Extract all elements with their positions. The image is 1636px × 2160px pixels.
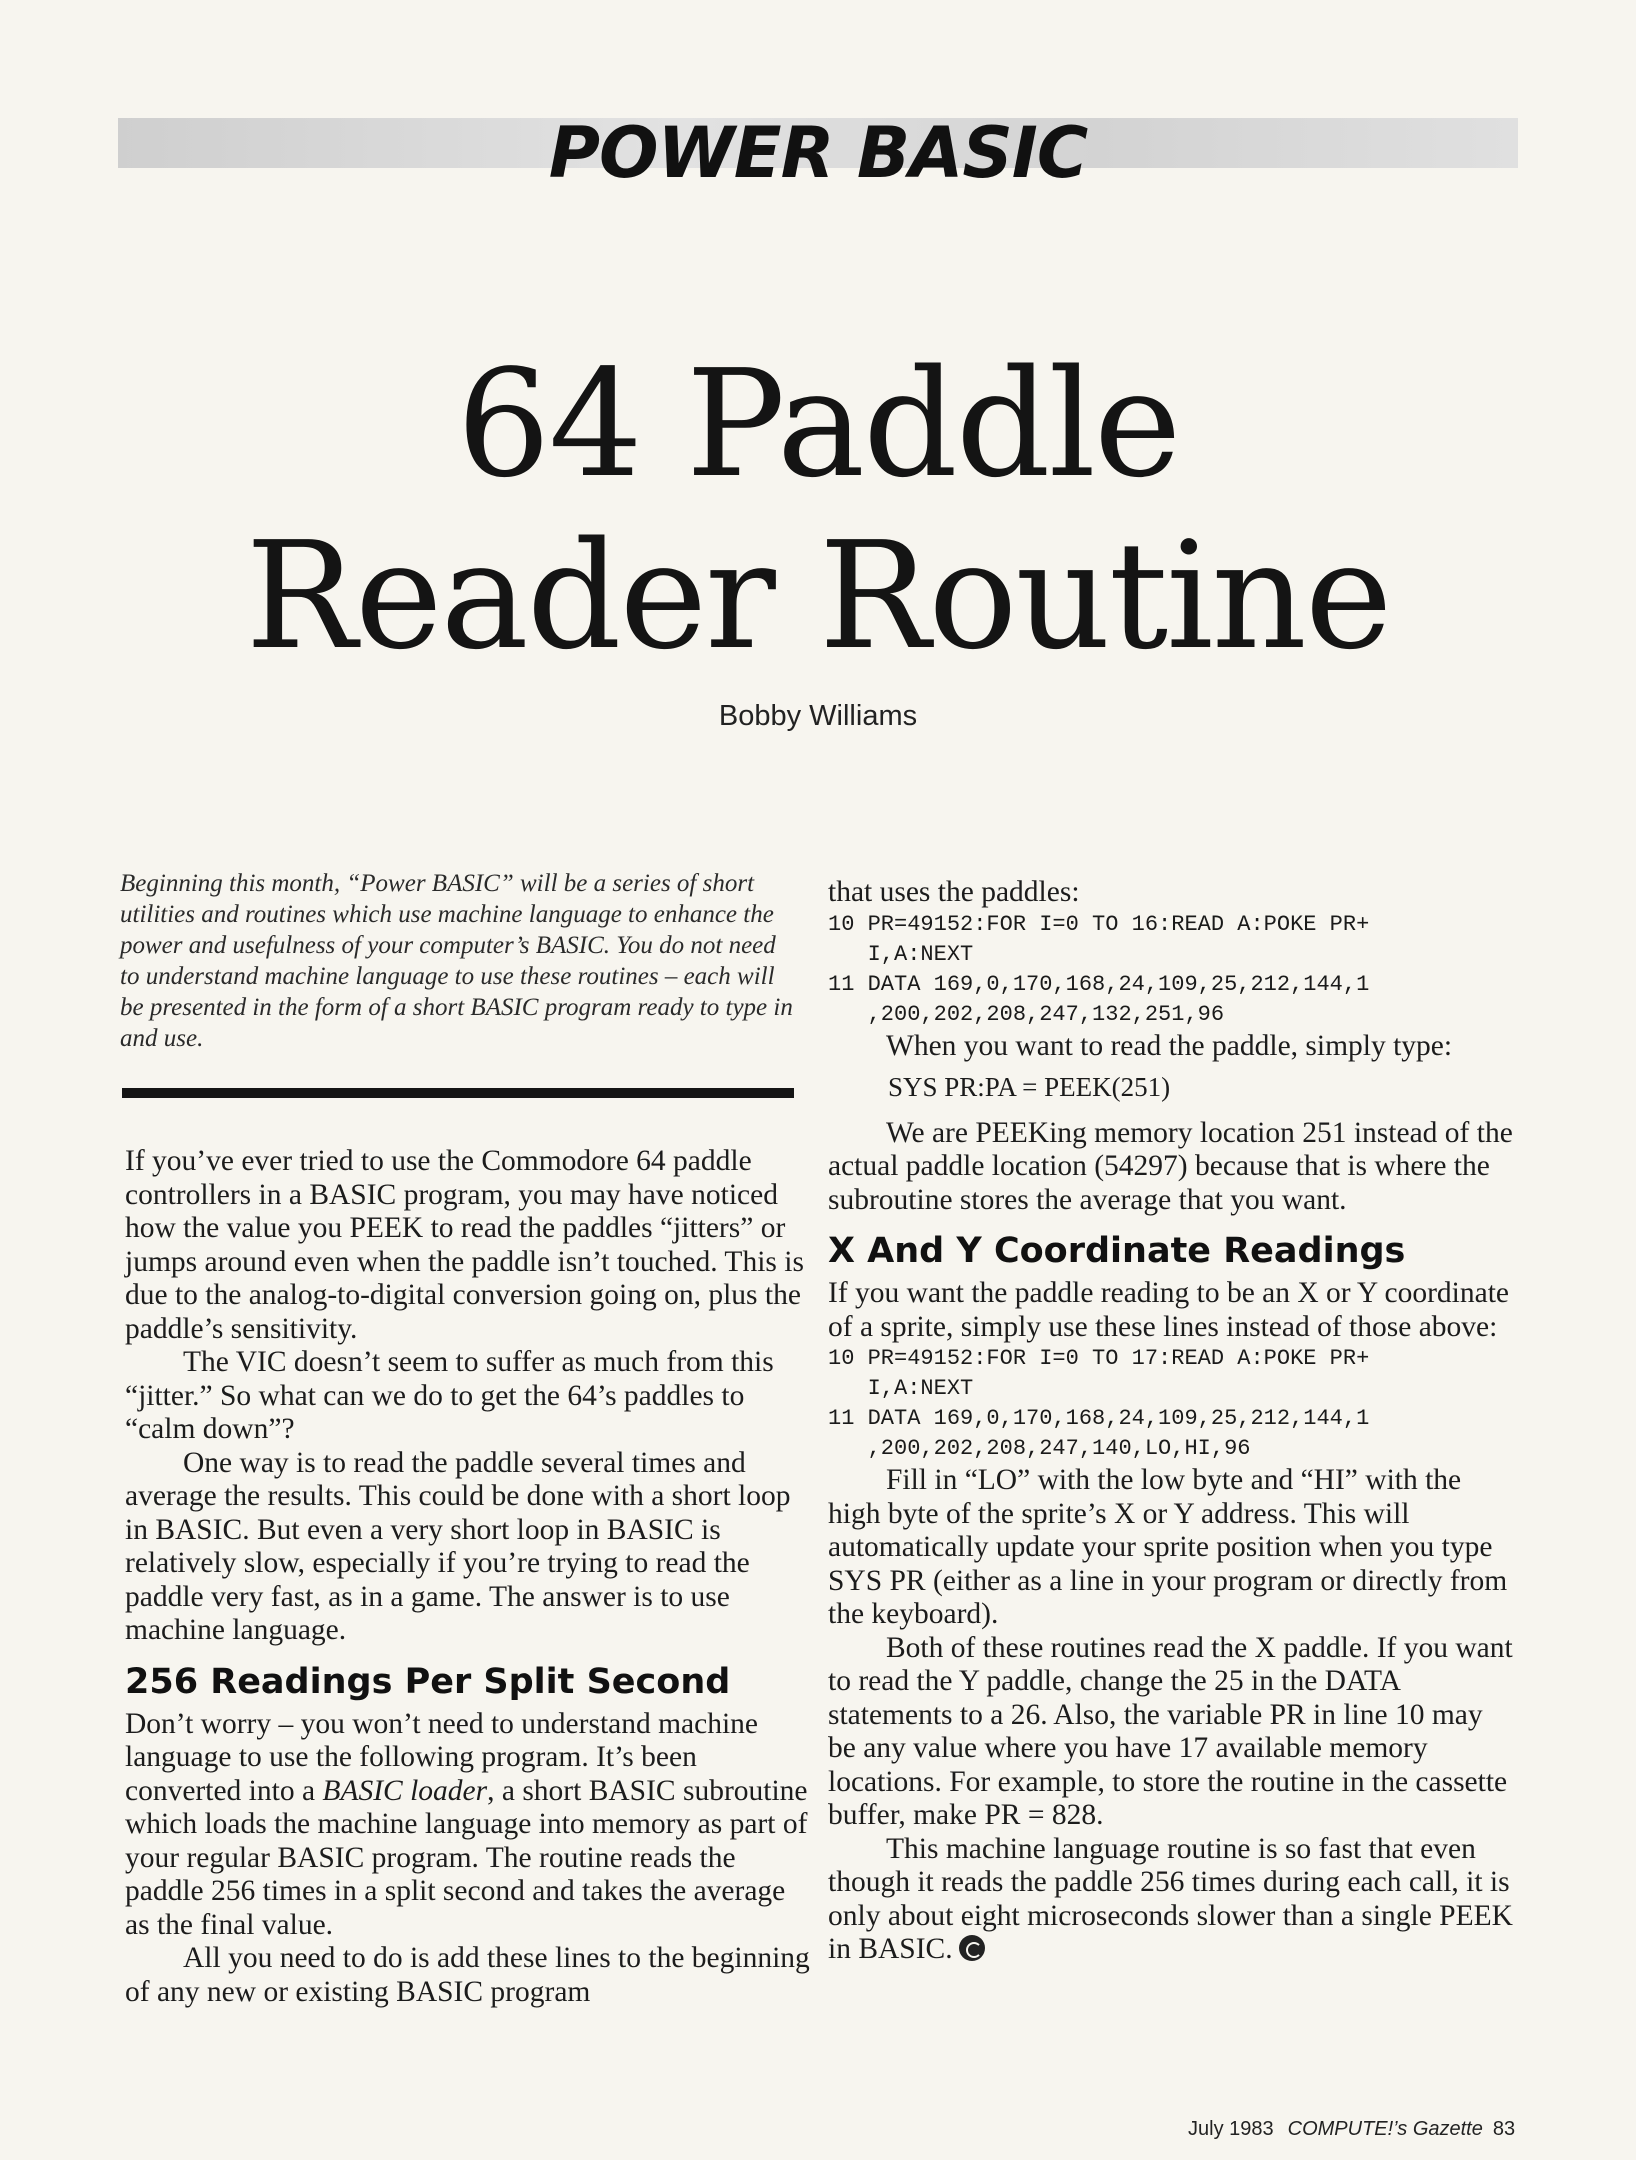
subheading-coordinates: X And Y Coordinate Readings — [828, 1231, 1406, 1271]
title-line-2: Reader Routine — [245, 510, 1391, 682]
subheading-readings: 256 Readings Per Split Second — [125, 1661, 731, 1702]
paragraph: When you want to read the paddle, simply type: — [886, 1029, 1453, 1062]
title-line-1: 64 Paddle — [456, 338, 1180, 510]
paragraph: If you’ve ever tried to use the Commodore 64 paddle controllers in a BASIC program, you may have noticed how the value you PEEK to read the paddles “jitters” or jumps around even when the paddle isn’t touched. This is due to the analog-to-digital conversion going on, plus the paddle’s sensitivity. — [125, 1145, 804, 1345]
article-title — [0, 338, 1636, 682]
text-run: This machine language routine is so fast that even though it reads the paddle 256 times during each call, it is only about eight microseconds slower than a single PEEK in BASIC. — [828, 1832, 1513, 1965]
paragraph: All you need to do is add these lines to the beginning of any new or existing BASIC program — [125, 1942, 810, 2008]
paragraph: One way is to read the paddle several times and average the results. This could be done with a short loop in BASIC. But even a very short loop in BASIC is relatively slow, especially if you’re trying to read the paddle very fast, as in a game. The answer is to use machine language. — [125, 1446, 791, 1646]
paragraph: Fill in “LO” with the low byte and “HI” with the high byte of the sprite’s X or Y address. This will automatically update your sprite position when you type SYS PR (either as a line in your program or directly from the keyboard). — [828, 1464, 1508, 1630]
issue-date: July 1983 — [1188, 2118, 1274, 2140]
section-header: POWER BASIC — [548, 112, 1088, 194]
paragraph — [828, 1833, 1516, 1967]
code-listing-2: 10 PR=49152:FOR I=0 TO 17:READ A:POKE PR+ I,A:NEXT 11 DATA 169,0,170,168,24,109,25,212,144,1 ,200,202,208,247,140,LO,HI,96 — [828, 1346, 1370, 1461]
text-run: , a short BASIC subroutine which loads the machine language into memory as part of your regular BASIC program. The routine reads the paddle 256 times in a split second and takes the average as the final value. — [125, 1774, 808, 1941]
paragraph: If you want the paddle reading to be an X or Y coordinate of a sprite, simply use these lines instead of those above: — [828, 1277, 1509, 1343]
page-footer — [1188, 2118, 1515, 2141]
text-run: Don’t worry – you won’t need to understand machine language to use the following program. It’s been converted into a — [125, 1707, 759, 1807]
paragraph: We are PEEKing memory location 251 instead of the actual paddle location (54297) because that is where the subroutine stores the average that you want. — [828, 1116, 1513, 1216]
code-listing-1: 10 PR=49152:FOR I=0 TO 16:READ A:POKE PR+ I,A:NEXT 11 DATA 169,0,170,168,24,109,25,212,144,1 ,200,202,208,247,132,251,96 — [828, 911, 1370, 1027]
right-column — [828, 876, 1516, 1967]
magazine-name: COMPUTE!’s Gazette — [1287, 2118, 1483, 2140]
paragraph: Both of these routines read the X paddle. If you want to read the Y paddle, change the 25 in the DATA statements to a 26. Also, the variable PR in line 10 may be any value where you have 17 available memory locations. For example, to store the routine in the cassette buffer, make PR = 828. — [828, 1631, 1513, 1831]
gazette-logo-icon — [959, 1935, 985, 1961]
left-column — [125, 1145, 810, 2009]
author-byline: Bobby Williams — [718, 700, 918, 732]
sys-command: SYS PR:PA = PEEK(251) — [888, 1072, 1171, 1102]
paragraph — [125, 1708, 810, 1943]
paragraph: The VIC doesn’t seem to suffer as much from this “jitter.” So what can we do to get the 64’s paddles to “calm down”? — [125, 1346, 774, 1445]
page-number: 83 — [1492, 2118, 1516, 2140]
italic-term: BASIC loader — [322, 1774, 488, 1807]
section-divider — [122, 1088, 794, 1098]
intro-blurb: Beginning this month, “Power BASIC” will be a series of short utilities and routines which use machine language to enhance the power and usefulness of your computer’s BASIC. You do not need to understand machine language to use these routines – each will be presented in the form of a short BASIC program ready to type in and use. — [120, 870, 793, 1052]
paragraph: that uses the paddles: — [828, 876, 1080, 908]
